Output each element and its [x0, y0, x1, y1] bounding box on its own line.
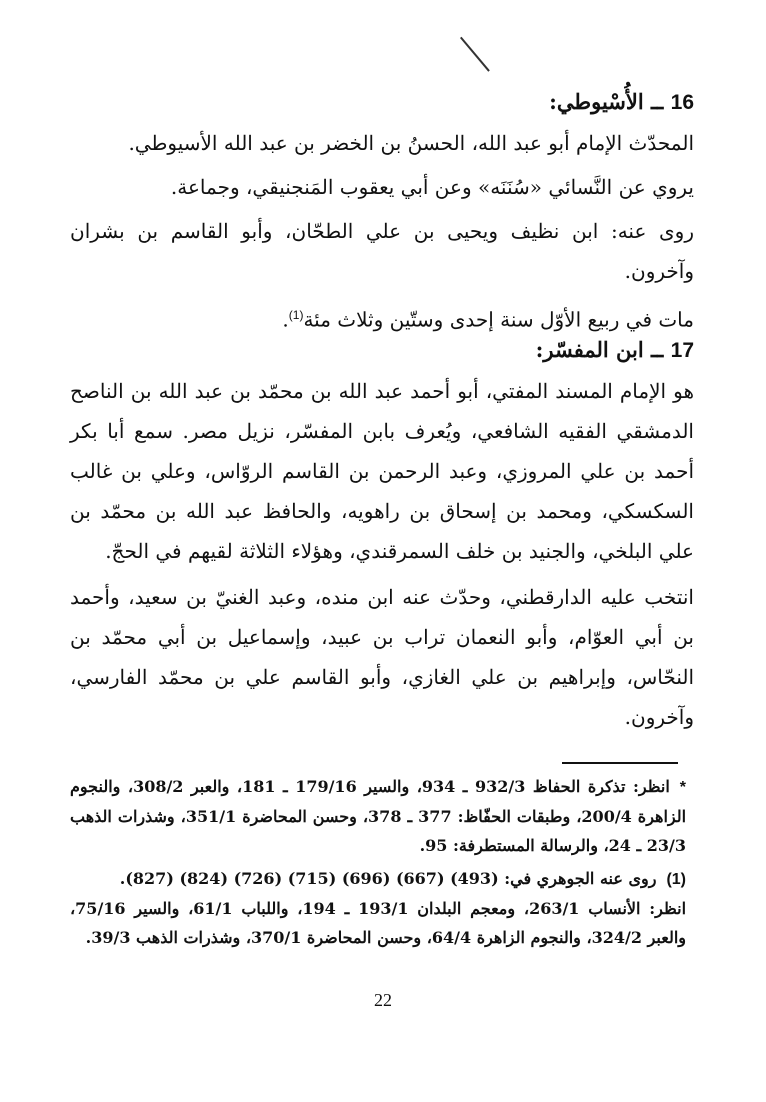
footnote-1	[70, 864, 686, 894]
page-number: 22	[374, 990, 392, 1010]
entry-17-title: ــ ابن المفسّر:	[535, 337, 664, 362]
entry-16-name-paragraph: المحدّث الإمام أبو عبد الله، الحسنُ بن الخضر بن عبد الله الأسيوطي.	[128, 131, 694, 155]
entry-17-bio-paragraph: هو الإمام المسند المفتي، أبو أحمد عبد الله بن محمّد بن عبد الله بن الناصح الدمشقي الفقيه الشافعي، ويُعرف بابن المفسّر، نزيل مصر. سمع أبا بكر أحمد بن علي المروزي، وعبد الرحمن بن القاسم الروّاس، وعلي بن غالب السكسكي، ومحمد بن إسحاق بن راهويه، والحافظ عبد الله بن محمّد بن علي البلخي، والجنيد بن خلف السمرقندي، وهؤلاء الثلاثة لقيهم في الحجّ.	[70, 379, 694, 563]
pen-stroke-mark	[460, 37, 490, 72]
footnote-1-line1: روى عنه الجوهري في: (493) (667) (696) (715) (726) (824) (827).	[119, 869, 657, 888]
entry-16-students-paragraph: روى عنه: ابن نظيف ويحيى بن علي الطحّان، وأبو القاسم بن بشران وآخرون.	[70, 219, 694, 283]
footnote-star-text: انظر: تذكرة الحفاظ 932/3 ـ 934، والسير 179/16 ـ 181، والعبر 308/2، والنجوم الزاهرة 200/4، وطبقات الحفّاظ: 377 ـ 378، وحسن المحاضرة 351/1، وشذرات الذهب 23/3 ـ 24، والرسالة المستطرفة: 95.	[70, 777, 687, 855]
entry-17	[70, 330, 694, 737]
entry-16	[70, 82, 694, 340]
footnotes	[70, 772, 686, 952]
entry-17-number: 17	[670, 339, 694, 362]
footnote-1-marker: (1)	[666, 871, 686, 888]
entry-16-number: 16	[670, 91, 694, 114]
entry-17-heading	[70, 330, 694, 371]
entry-16-heading	[70, 82, 694, 123]
footnote-ref-1: (1)	[288, 308, 304, 322]
footnote-star	[70, 772, 686, 860]
entry-16-death-end: .	[282, 307, 289, 332]
entry-17-students-paragraph: انتخب عليه الدارقطني، وحدّث عنه ابن منده، وعبد الغنيّ بن سعيد، وأحمد بن أبي العوّام، وأبو النعمان تراب بن عبيد، وإسماعيل بن أبي محمّد بن النحّاس، وإبراهيم بن علي الغازي، وأبو القاسم علي بن محمّد الفارسي، وآخرون.	[70, 585, 694, 729]
footnote-separator	[562, 762, 678, 764]
entry-16-narrates-paragraph: يروي عن النَّسائي «سُنَنَه» وعن أبي يعقوب المَنجنيقي، وجماعة.	[170, 175, 694, 199]
footnote-1-sources: انظر: الأنساب 263/1، ومعجم البلدان 193/1 ـ 194، واللباب 61/1، والسير 75/16، والعبر 324/2، والنجوم الزاهرة 64/4، وحسن المحاضرة 370/1، وشذرات الذهب 39/3.	[70, 899, 687, 947]
entry-16-title: ــ الأُسْيوطي:	[549, 89, 664, 114]
footnote-star-marker: *	[679, 779, 687, 796]
entry-16-death-text: مات في ربيع الأوّل سنة إحدى وستّين وثلاث مئة	[303, 307, 694, 332]
